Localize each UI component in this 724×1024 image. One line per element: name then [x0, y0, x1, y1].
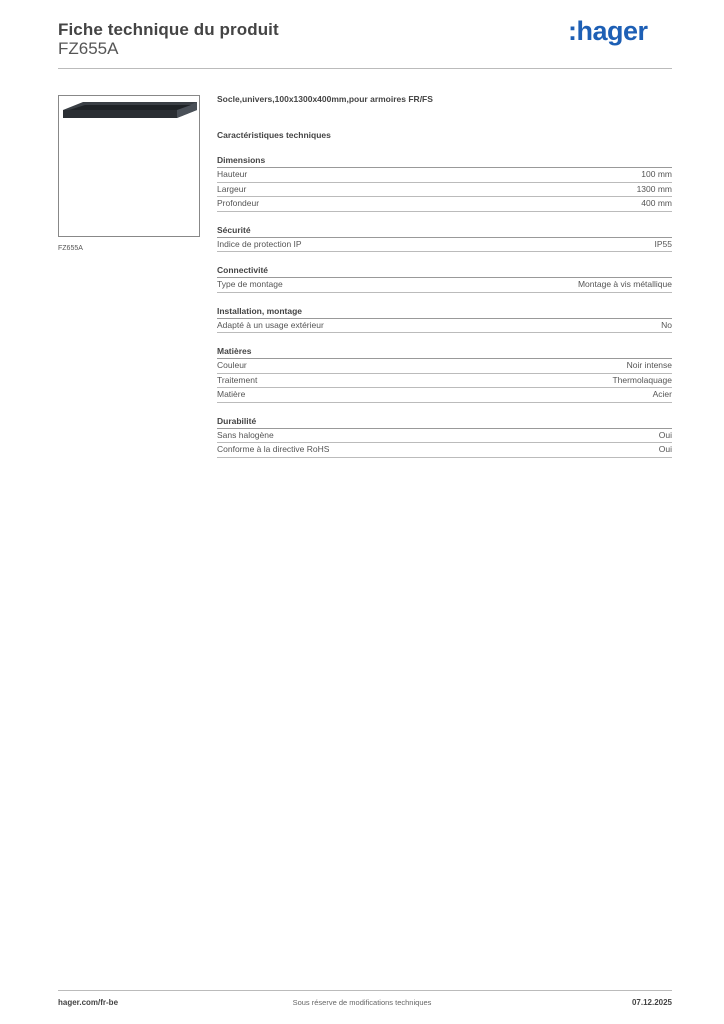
spec-label: Indice de protection IP — [217, 238, 302, 249]
spec-row — [217, 319, 672, 334]
spec-row — [217, 238, 672, 253]
group-title: Installation, montage — [217, 305, 672, 319]
spec-row — [217, 197, 672, 212]
product-image — [58, 95, 200, 237]
product-description: Socle,univers,100x1300x400mm,pour armoires FR/FS — [217, 94, 433, 104]
spec-label: Profondeur — [217, 198, 260, 208]
spec-group-durabilite — [217, 415, 672, 458]
spec-row — [217, 183, 672, 198]
group-title: Connectivité — [217, 264, 672, 278]
footer-website[interactable]: hager.com/fr-be — [58, 998, 119, 1007]
spec-content — [217, 92, 672, 458]
footer-divider — [58, 990, 672, 991]
spec-row — [217, 168, 672, 183]
spec-label: Couleur — [217, 360, 247, 370]
group-title: Sécurité — [217, 224, 672, 238]
spec-value: 100 mm — [641, 169, 672, 179]
spec-label: Adapté à un usage extérieur — [217, 319, 324, 330]
spec-row — [217, 278, 672, 293]
spec-value: 1300 mm — [636, 183, 672, 194]
spec-value: IP55 — [654, 238, 672, 249]
spec-label: Traitement — [217, 374, 258, 385]
spec-label: Hauteur — [217, 169, 248, 179]
footer-date: 07.12.2025 — [631, 998, 672, 1007]
footer-notice: Sous réserve de modifications techniques — [292, 998, 432, 1007]
spec-label: Largeur — [217, 183, 247, 194]
spec-group-installation — [217, 305, 672, 334]
spec-value: No — [661, 319, 672, 330]
spec-row — [217, 374, 672, 389]
spec-label: Matière — [217, 389, 246, 399]
spec-group-dimensions — [217, 154, 672, 212]
spec-group-connectivite — [217, 264, 672, 293]
group-title: Durabilité — [217, 415, 672, 429]
spec-value: 400 mm — [641, 198, 672, 208]
spec-row — [217, 429, 672, 444]
spec-label: Type de montage — [217, 279, 283, 289]
spec-group-matieres — [217, 345, 672, 403]
spec-label: Sans halogène — [217, 429, 274, 440]
group-title: Matières — [217, 345, 672, 359]
product-code: FZ655A — [58, 39, 119, 58]
spec-label: Conforme à la directive RoHS — [217, 444, 330, 454]
header-divider — [58, 68, 672, 69]
group-title: Dimensions — [217, 154, 672, 168]
spec-group-securite — [217, 224, 672, 253]
spec-value: Acier — [652, 389, 672, 399]
spec-value: Oui — [658, 429, 672, 440]
spec-row — [217, 359, 672, 374]
hager-logo: :hager — [568, 16, 648, 46]
spec-value: Oui — [658, 444, 672, 454]
spec-value: Thermolaquage — [612, 374, 672, 385]
spec-row — [217, 443, 672, 458]
document-title: Fiche technique du produit — [58, 20, 279, 39]
spec-row — [217, 388, 672, 403]
base-frame-icon — [59, 96, 199, 236]
spec-value: Montage à vis métallique — [577, 279, 672, 289]
spec-value: Noir intense — [626, 360, 672, 370]
image-caption: FZ655A — [58, 245, 83, 252]
spec-section-title: Caractéristiques techniques — [217, 130, 331, 140]
